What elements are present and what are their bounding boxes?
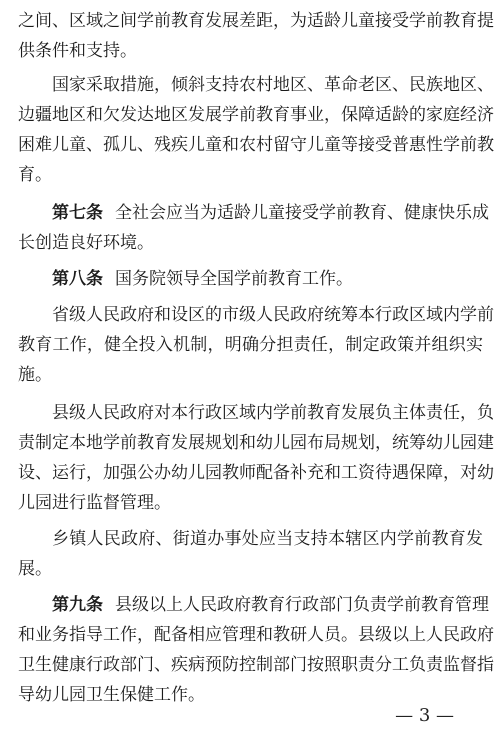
text-line-6: 育。: [18, 165, 52, 185]
text-line-2: 供条件和支持。: [18, 41, 137, 61]
article-8-line-1: [18, 264, 483, 294]
text-line-4: 边疆地区和欠发达地区发展学前教育事业，保障适龄的家庭经济: [18, 105, 494, 125]
article-9-line-1: [18, 590, 489, 620]
article-9-title: 第九条: [52, 595, 103, 615]
text-line-12: 施。: [18, 365, 52, 385]
text-line-11: 教育工作，健全投入机制，明确分担责任，制定政策并组织实: [18, 335, 483, 355]
text-line-15: 设、运行，加强公办幼儿园教师配备补充和工资待遇保障，对幼: [18, 463, 494, 483]
article-7-text: 全社会应当为适龄儿童接受学前教育、健康快乐成: [115, 203, 489, 223]
text-line-1: 之间、区域之间学前教育发展差距，为适龄儿童接受学前教育提: [18, 11, 494, 31]
article-8-title: 第八条: [52, 269, 103, 289]
text-line-13: 县级人民政府对本行政区域内学前教育发展负主体责任，负: [52, 403, 494, 423]
article-7-line-1: [18, 198, 489, 228]
article-8-text: 国务院领导全国学前教育工作。: [115, 269, 353, 289]
article-9-line-4: 导幼儿园卫生保健工作。: [18, 685, 205, 705]
text-line-14: 责制定本地学前教育发展规划和幼儿园布局规划，统筹幼儿园建: [18, 433, 494, 453]
article-9-text: 县级以上人民政府教育行政部门负责学前教育管理: [115, 595, 489, 615]
text-line-5: 困难儿童、孤儿、残疾儿童和农村留守儿童等接受普惠性学前教: [18, 135, 494, 155]
article-7-line-2: 长创造良好环境。: [18, 233, 154, 253]
article-7-title: 第七条: [52, 203, 103, 223]
text-line-18: 展。: [18, 559, 52, 579]
text-line-16: 儿园进行监督管理。: [18, 493, 171, 513]
text-line-10: 省级人民政府和设区的市级人民政府统筹本行政区域内学前: [52, 305, 494, 325]
page-number: — 3 —: [395, 705, 454, 726]
text-line-3: 国家采取措施，倾斜支持农村地区、革命老区、民族地区、: [52, 75, 494, 95]
text-line-17: 乡镇人民政府、街道办事处应当支持本辖区内学前教育发: [52, 529, 483, 549]
article-9-line-2: 和业务指导工作，配备相应管理和教研人员。县级以上人民政府: [18, 625, 494, 645]
article-9-line-3: 卫生健康行政部门、疾病预防控制部门按照职责分工负责监督指: [18, 655, 494, 675]
